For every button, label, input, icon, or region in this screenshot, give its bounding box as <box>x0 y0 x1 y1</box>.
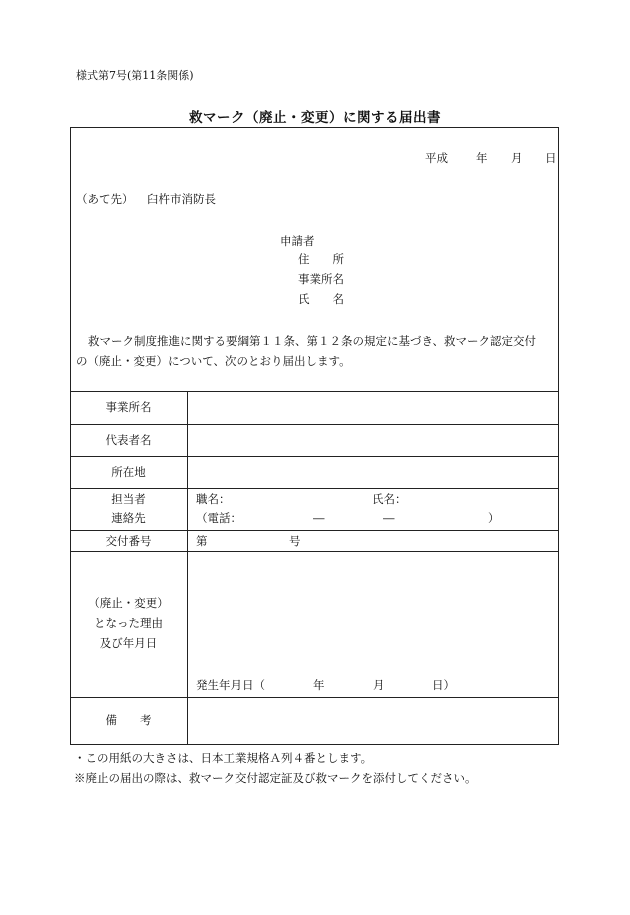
addressee-name: 臼杵市消防長 <box>147 192 216 206</box>
phone-close: ） <box>488 511 500 525</box>
reason-label-line2: となった理由 <box>94 616 163 630</box>
phone-dash-2: ― <box>383 511 395 525</box>
table-top-rule <box>70 391 559 392</box>
column-divider <box>187 391 188 745</box>
remarks-label: 備 考 <box>105 713 152 727</box>
date-year: 年 <box>476 151 488 165</box>
form-number: 様式第7号(第11条関係) <box>76 69 194 82</box>
row-rule <box>70 551 559 552</box>
job-title-field: 職名： <box>196 492 231 506</box>
date-day: 日 <box>545 151 557 165</box>
occurrence-month: 月 <box>373 678 385 692</box>
body-text-line1: 救マーク制度推進に関する要綱第１１条、第１２条の規定に基づき、救マーク認定交付 <box>88 334 537 348</box>
row-rule <box>70 697 559 698</box>
applicant-address-label: 住 所 <box>298 252 344 266</box>
row-rule <box>70 530 559 531</box>
issue-suffix: 号 <box>289 534 301 548</box>
row-rule <box>70 456 559 457</box>
row-rule <box>70 488 559 489</box>
body-text-line2: の（廃止・変更）について、次のとおり届出します。 <box>76 354 351 368</box>
location-label: 所在地 <box>111 465 146 479</box>
reason-label-line1: （廃止・変更） <box>88 596 169 610</box>
contact-person-label: 担当者 <box>111 492 146 506</box>
date-month: 月 <box>511 151 523 165</box>
issue-number-label: 交付番号 <box>105 534 152 548</box>
date-era: 平成 <box>425 151 448 165</box>
applicant-business-label: 事業所名 <box>298 272 344 286</box>
business-name-label: 事業所名 <box>105 400 152 414</box>
contact-label: 連絡先 <box>111 511 146 525</box>
reason-label-line3: 及び年月日 <box>99 636 158 650</box>
addressee-prefix: （あて先） <box>76 192 134 206</box>
applicant-heading: 申請者 <box>280 234 315 248</box>
occurrence-date-label: 発生年月日（ <box>196 678 265 692</box>
representative-label: 代表者名 <box>105 433 152 447</box>
row-rule <box>70 424 559 425</box>
issue-prefix: 第 <box>196 534 208 548</box>
applicant-name-label: 氏 名 <box>298 292 344 306</box>
note-attachments: ※廃止の届出の際は、救マーク交付認定証及び救マークを添付してください。 <box>74 771 477 785</box>
person-name-field: 氏名： <box>372 492 407 506</box>
occurrence-year: 年 <box>313 678 325 692</box>
occurrence-day: 日） <box>432 678 455 692</box>
note-paper-size: ・この用紙の大きさは、日本工業規格Ａ列４番とします。 <box>74 751 373 765</box>
phone-dash-1: ― <box>313 511 325 525</box>
phone-open: （電話： <box>196 511 242 525</box>
document-title: 救マーク（廃止・変更）に関する届出書 <box>189 110 441 126</box>
